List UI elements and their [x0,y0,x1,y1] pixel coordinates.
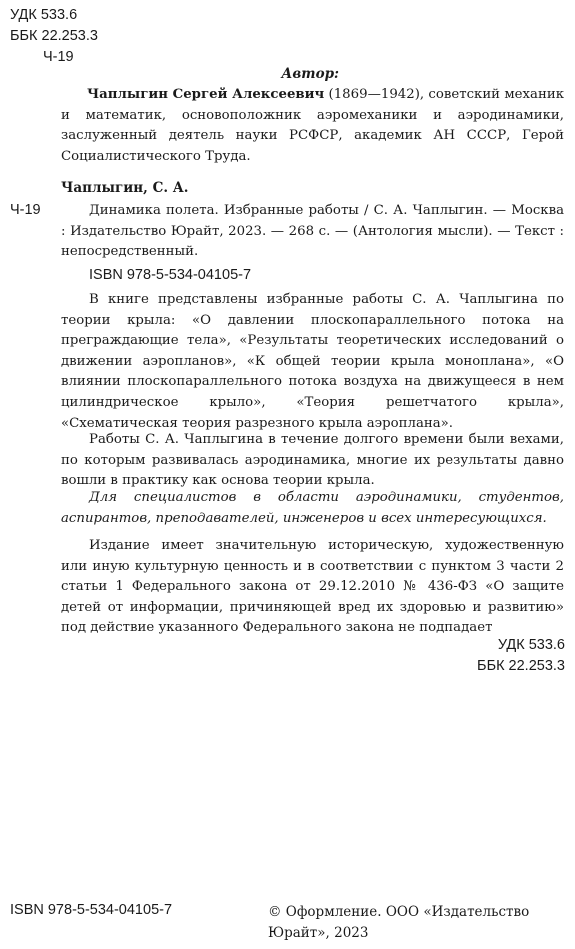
author-heading: Автор: [281,66,339,82]
bbk-code-bottom: ББК 22.253.3 [477,658,565,674]
annotation-paragraph-2: Работы С. А. Чаплыгина в течение долгого времени были вехами, по которым развивалась аэродинамика, многие их результаты давно вошли в практику как основа теории крыла. [61,432,564,489]
record-isbn: ISBN 978-5-534-04105-7 [89,267,252,283]
record-author-heading: Чаплыгин, С. А. [61,180,189,196]
footer-isbn: ISBN 978-5-534-04105-7 [10,902,173,918]
bbk-code-top: ББК 22.253.3 [10,28,98,44]
author-paragraph [61,85,564,167]
author-bio: (1869—1942), советский механик и математик, основоположник аэромеханики и аэродинамики, заслуженный деятель науки РСФСР, академик АН СССР, Герой Социалистического Труда. [61,87,565,164]
udk-code-top: УДК 533.6 [10,7,78,23]
author-name: Чаплыгин Сергей Алексеевич [87,87,325,102]
audience-note: Для специалистов в области аэродинамики, студентов, аспирантов, преподавателей, инженеров и всех интересующихся. [61,490,564,526]
footer-copyright: © Оформление. ООО «Издательство Юрайт», 2023 [268,904,530,941]
udk-code-bottom: УДК 533.6 [497,637,565,653]
author-mark-top: Ч-19 [43,49,74,65]
record-author-mark: Ч-19 [10,202,41,218]
legal-notice: Издание имеет значительную историческую, художественную или иную культурную ценность и в соответствии с пунктом 3 части 2 статьи 1 Федерального закона от 29.12.2010 № 436-ФЗ «О защите детей от информации, причиняющей вред их здоровью и развитию» под действие указанного Федерального закона не подпадает [61,538,564,636]
annotation-paragraph-1: В книге представлены избранные работы С. А. Чаплыгина по теории крыла: «О давлении плоскопараллельного потока на преграждающие тела», «Результаты теоретических исследований о движении аэропланов», «К общей теории крыла моноплана», «О влиянии плоскопараллельного потока воздуха на движущееся в нем цилиндрическое крыло», «Теория решетчатого крыла», «Схематическая теория разрезного крыла аэроплана». [61,292,564,431]
record-description: Динамика полета. Избранные работы / С. А. Чаплыгин. — Москва : Издательство Юрайт, 2023. — 268 с. — (Антология мысли). — Текст : непосредственный. [61,203,564,260]
